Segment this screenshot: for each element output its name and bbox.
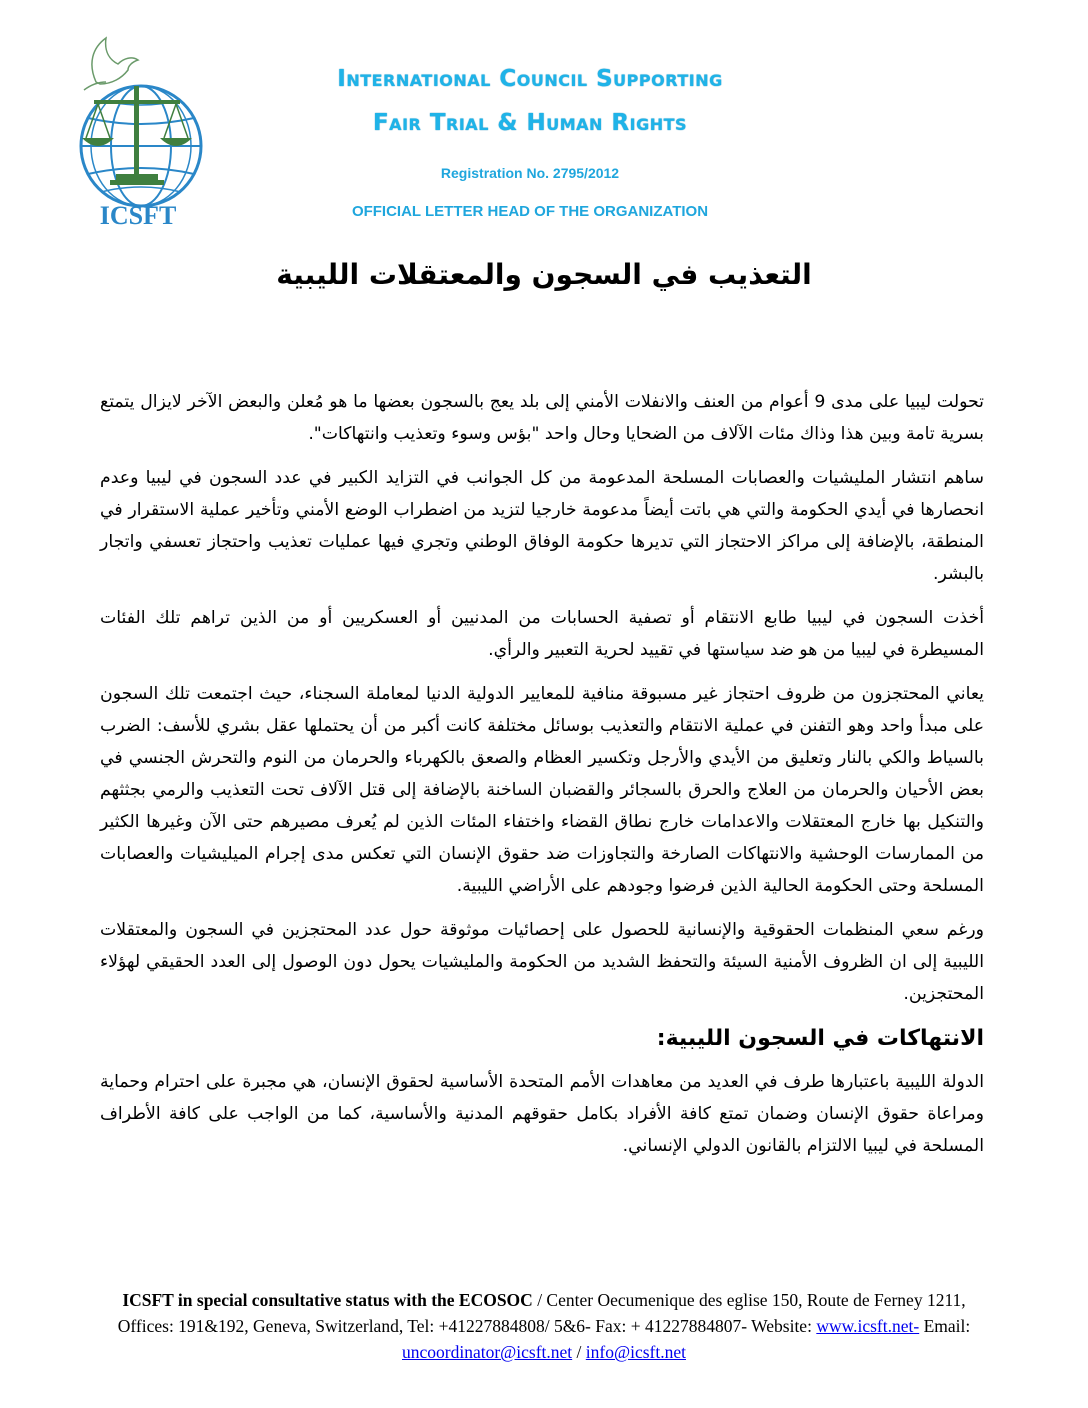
- document-title: التعذيب في السجون والمعتقلات الليبية: [276, 258, 812, 291]
- paragraph-5: ورغم سعي المنظمات الحقوقية والإنسانية للحصول على إحصائيات موثوقة حول عدد المحتجزين في السجون والمعتقلات الليبية إلى ان الظروف الأمنية السيئة والتحفظ الشديد من الحكومة والمليشيات يحول دون الوصول إلى العدد الحقيقي لهؤلاء المحتجزين.: [100, 920, 984, 1004]
- document-body: [100, 386, 984, 1174]
- org-name-line2: Fair Trial & Human Rights: [372, 110, 688, 136]
- section-paragraph: الدولة الليبية باعتبارها طرف في العديد من معاهدات الأمم المتحدة الأساسية لحقوق الإنسان، هي مجبرة على احترام وحماية ومراعاة حقوق الإنسان وضمان تمتع كافة الأفراد بكامل حقوقهم المدنية والأساسية، كما من الواجب على كافة الأطراف المسلحة في ليبيا الالتزام بالقانون الدولي الإنساني.: [100, 1072, 984, 1156]
- footer-contact: [100, 1287, 988, 1365]
- email-label: Email:: [919, 1316, 971, 1336]
- paragraph-3: أخذت السجون في ليبيا طابع الانتقام أو تصفية الحسابات من المدنيين أو العسكريين أو من الذين تراهم تلك الفئات المسيطرة في ليبيا من هو ضد سياستها في تقييد لحرية التعبير والرأي.: [100, 608, 984, 660]
- icsft-logo: [66, 34, 206, 230]
- org-name-line1: International Council Supporting: [337, 66, 723, 92]
- footer-status: ICSFT in special consultative status with the ECOSOC: [122, 1290, 533, 1310]
- email-link-info[interactable]: info@icsft.net: [585, 1342, 686, 1362]
- logo-text: ICSFT: [99, 201, 177, 230]
- paragraph-4: يعاني المحتجزون من ظروف احتجاز غير مسبوقة منافية للمعايير الدولية الدنيا لمعاملة السجناء، حيث اجتمعت تلك السجون على مبدأ واحد وهو التفنن في عملية الانتقام والتعذيب بوسائل مختلفة كانت أكبر من أن يحتملها عقل بشري للأسف: الضرب بالسياط والكي بالنار وتعليق من الأيدي والأرجل وتكسير العظام والصعق بالكهرباء والحرمان من النوم والتحرش الجنسي في بعض الأحيان والحرمان من العلاج والحرق بالسجائر والقضبان الساخنة بالإضافة إلى قتل الآلاف تحت التعذيب والرمي بجثثهم والتنكيل بها خارج المعتقلات والاعدامات خارج نطاق القضاء واختفاء المئات الذين لم يُعرف مصيرهم حتى الآن وغيرها الكثير من الممارسات الوحشية والانتهاكات الصارخة والتجاوزات ضد حقوق الإنسان التي تعكس مدى إجرام الميليشيات والعصابات المسلحة وحتى الحكومة الحالية الذين فرضوا وجودهم على الأراضي الليبية.: [100, 684, 984, 896]
- section-heading: الانتهاكات في السجون الليبية:: [656, 1026, 984, 1051]
- website-link[interactable]: www.icsft.net-: [816, 1316, 920, 1336]
- email-link-coordinator[interactable]: uncoordinator@icsft.net: [402, 1342, 573, 1362]
- footer-address: / Center Oecumenique des eglise 150, Route de Ferney 1211, Offices: 191&192, Geneva, Switzerland, Tel: +41227884808/ 5&6- Fax: + 41227884807- Website:: [117, 1290, 966, 1336]
- registration-number: Registration No. 2795/2012: [440, 165, 620, 181]
- paragraph-2: ساهم انتشار المليشيات والعصابات المسلحة المدعومة من كل الجوانب في التزايد الكبير في عدد السجون في ليبيا وعدم انحصارها في أيدي الحكومة والتي هي باتت أيضاً مدعومة خارجيا لتزيد من اضطراب الوضع الأمني وتأخير عملية الاستقرار في المنطقة، بالإضافة إلى مراكز الاحتجاز التي تديرها حكومة الوفاق الوطني وتجري فيها عمليات تعذيب واحتجاز تعسفي واتجار بالبشر.: [100, 468, 984, 584]
- official-letterhead-label: OFFICIAL LETTER HEAD OF THE ORGANIZATION: [351, 203, 709, 220]
- email-separator: /: [572, 1342, 586, 1362]
- dove-icon: [84, 38, 138, 90]
- paragraph-1: تحولت ليبيا على مدى 9 أعوام من العنف والانفلات الأمني إلى بلد يعج بالسجون بعضها ما هو مُعلن والبعض الآخر لايزال يتمتع بسرية تامة وبين هذا وذاك مئات الآلاف من الضحايا وحال واحد "بؤس وسوء وتعذيب وانتهاكات".: [100, 392, 984, 444]
